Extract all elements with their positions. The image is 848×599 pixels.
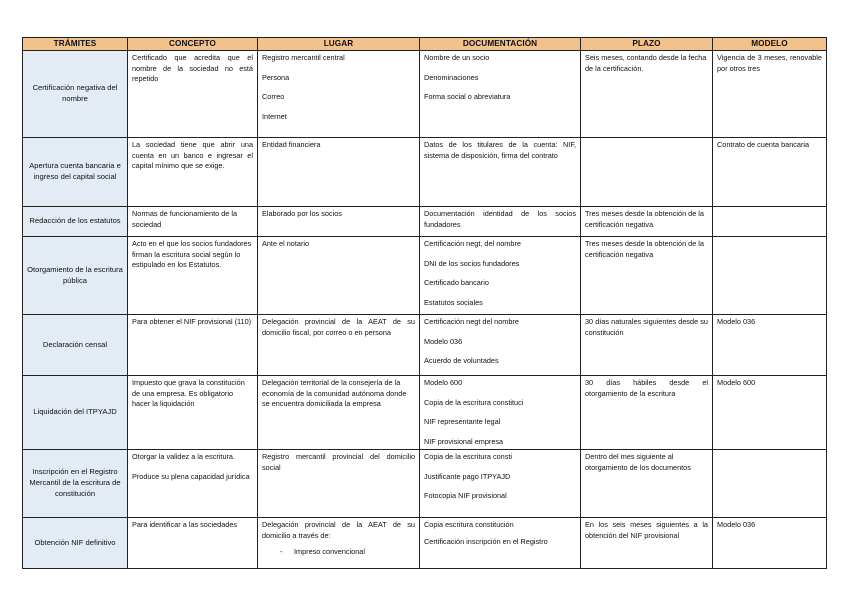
concepto-text: Para identificar a las sociedades bbox=[132, 520, 238, 529]
documentacion-cell bbox=[420, 450, 581, 518]
concepto-text: Otorgar la validez a la escritura. bbox=[132, 452, 236, 461]
lugar-item: Delegación territorial de la consejería de la economía de la comunidad autónoma donde se encuentra domiciliada la empresa bbox=[262, 378, 407, 408]
plazo-cell: En los seis meses siguientes a la obtención del NIF provisional bbox=[581, 518, 713, 569]
concepto-text: Impuesto que grava la constitución de una empresa. Es obligatorio hacer la liquidación bbox=[132, 378, 245, 408]
documentacion-item: Denominaciones bbox=[424, 72, 479, 82]
lugar-item: Persona bbox=[262, 72, 290, 82]
concepto-cell bbox=[128, 315, 258, 376]
documentacion-cell bbox=[420, 207, 581, 237]
table-row bbox=[23, 51, 827, 138]
documentacion-item: Modelo 600 bbox=[424, 378, 463, 387]
header-tramites: TRÁMITES bbox=[23, 38, 128, 51]
concepto-cell bbox=[128, 51, 258, 138]
lugar-cell bbox=[258, 51, 420, 138]
concepto-cell bbox=[128, 237, 258, 315]
table-row bbox=[23, 518, 827, 569]
tramite-cell: Otorgamiento de la escritura pública bbox=[23, 237, 128, 315]
documentacion-cell bbox=[420, 51, 581, 138]
lugar-cell bbox=[258, 450, 420, 518]
documentacion-cell bbox=[420, 518, 581, 569]
plazo-cell: Tres meses desde la obtención de la certificación negativa bbox=[581, 207, 713, 237]
tramite-cell: Declaración censal bbox=[23, 315, 128, 376]
table-row bbox=[23, 207, 827, 237]
header-plazo: PLAZO bbox=[581, 38, 713, 51]
documentacion-item: NIF representante legal bbox=[424, 417, 501, 426]
header-documentacion: DOCUMENTACIÓN bbox=[420, 38, 581, 51]
header-modelo: MODELO bbox=[713, 38, 827, 51]
lugar-cell bbox=[258, 376, 420, 450]
lugar-item: Ante el notario bbox=[262, 239, 310, 248]
documentacion-item: Copia escritura constitución bbox=[424, 520, 514, 529]
concepto-text: Para obtener el NIF provisional (110) bbox=[132, 317, 252, 326]
concepto-text: Produce su plena capacidad jurídica bbox=[132, 471, 250, 481]
lugar-item: Entidad financiera bbox=[262, 140, 321, 149]
documentacion-item: Certificación inscripción en el Registro bbox=[424, 536, 548, 546]
modelo-cell: Modelo 600 bbox=[713, 376, 827, 450]
table-row bbox=[23, 138, 827, 207]
concepto-text: Certificado que acredita que el nombre de la sociedad no está repetido bbox=[132, 53, 253, 83]
dash-bullet-icon: - bbox=[280, 547, 283, 556]
plazo-cell bbox=[581, 138, 713, 207]
lugar-bullet-item bbox=[262, 547, 415, 558]
documentacion-item: DNI de los socios fundadores bbox=[424, 258, 520, 268]
lugar-item: Correo bbox=[262, 92, 285, 101]
plazo-cell: Seis meses, contando desde la fecha de la certificación. bbox=[581, 51, 713, 138]
concepto-text: La sociedad tiene que abrir una cuenta en un banco e ingresar el capital mínimo que se exige. bbox=[132, 140, 253, 170]
lugar-bullet-text: Impreso convencional bbox=[294, 547, 365, 556]
header-row bbox=[23, 38, 827, 51]
lugar-cell bbox=[258, 237, 420, 315]
tramite-cell: Obtención NIF definitivo bbox=[23, 518, 128, 569]
procedures-table bbox=[22, 37, 827, 569]
modelo-cell bbox=[713, 207, 827, 237]
documentacion-item: Certificado bancario bbox=[424, 278, 489, 287]
documentacion-item: Forma social o abreviatura bbox=[424, 92, 511, 101]
modelo-cell: Contrato de cuenta bancaria bbox=[713, 138, 827, 207]
modelo-cell: Vigencia de 3 meses, renovable por otros tres bbox=[713, 51, 827, 138]
lugar-item: Delegación provincial de la AEAT de su domicilio a través de: bbox=[262, 520, 415, 540]
plazo-cell: Tres meses desde la obtención de la certificación negativa bbox=[581, 237, 713, 315]
tramite-cell: Liquidación del ITPYAJD bbox=[23, 376, 128, 450]
documentacion-item: Acuerdo de voluntades bbox=[424, 356, 499, 365]
documentacion-item: Certificación negt del nombre bbox=[424, 317, 519, 326]
plazo-cell: Dentro del mes siguiente al otorgamiento de los documentos bbox=[581, 450, 713, 518]
concepto-cell bbox=[128, 207, 258, 237]
modelo-cell bbox=[713, 450, 827, 518]
documentacion-item: NIF provisional empresa bbox=[424, 436, 504, 446]
lugar-item: Delegación provincial de la AEAT de su domicilio fiscal, por correo o en persona bbox=[262, 317, 415, 337]
tramite-cell: Inscripción en el Registro Mercantil de la escritura de constitución bbox=[23, 450, 128, 518]
documentacion-cell bbox=[420, 315, 581, 376]
documentacion-cell bbox=[420, 237, 581, 315]
tramite-cell: Redacción de los estatutos bbox=[23, 207, 128, 237]
header-concepto: CONCEPTO bbox=[128, 38, 258, 51]
documentacion-item: Datos de los titulares de la cuenta: NIF, sistema de disposición, firma del contrato bbox=[424, 140, 576, 160]
documentacion-item: Nombre de un socio bbox=[424, 53, 490, 62]
concepto-cell bbox=[128, 376, 258, 450]
documentacion-item: Estatutos sociales bbox=[424, 297, 483, 307]
modelo-cell bbox=[713, 237, 827, 315]
concepto-cell bbox=[128, 518, 258, 569]
table-row bbox=[23, 376, 827, 450]
lugar-cell bbox=[258, 315, 420, 376]
modelo-cell: Modelo 036 bbox=[713, 518, 827, 569]
documentacion-cell bbox=[420, 138, 581, 207]
concepto-text: Normas de funcionamiento de la sociedad bbox=[132, 209, 238, 229]
documentacion-item: Certificación negt, del nombre bbox=[424, 239, 521, 248]
lugar-item: Registro mercantil provincial del domicilio social bbox=[262, 452, 415, 472]
lugar-item: Internet bbox=[262, 111, 287, 121]
plazo-cell: 30 días naturales siguientes desde su constitución bbox=[581, 315, 713, 376]
table-row bbox=[23, 315, 827, 376]
modelo-cell: Modelo 036 bbox=[713, 315, 827, 376]
documentacion-item: Modelo 036 bbox=[424, 336, 463, 346]
documentacion-item: Fotocopia NIF provisional bbox=[424, 491, 507, 500]
documentacion-cell bbox=[420, 376, 581, 450]
tramite-cell: Certificación negativa del nombre bbox=[23, 51, 128, 138]
header-lugar: LUGAR bbox=[258, 38, 420, 51]
concepto-cell bbox=[128, 138, 258, 207]
documentacion-item: Copia de la escritura constituci bbox=[424, 397, 524, 407]
concepto-text: Acto en el que los socios fundadores firman la escritura social según lo estipulado en los Estatutos. bbox=[132, 239, 252, 269]
lugar-cell bbox=[258, 138, 420, 207]
concepto-cell bbox=[128, 450, 258, 518]
lugar-cell bbox=[258, 518, 420, 569]
lugar-cell bbox=[258, 207, 420, 237]
table-row bbox=[23, 450, 827, 518]
table-row bbox=[23, 237, 827, 315]
lugar-item: Elaborado por los socios bbox=[262, 209, 342, 218]
tramite-cell: Apertura cuenta bancaria e ingreso del capital social bbox=[23, 138, 128, 207]
documentacion-item: Justificante pago ITPYAJD bbox=[424, 471, 511, 481]
documentacion-item: Copia de la escritura consti bbox=[424, 452, 513, 461]
documentacion-item: Documentación identidad de los socios fundadores bbox=[424, 209, 576, 229]
lugar-item: Registro mercantil central bbox=[262, 53, 345, 62]
plazo-cell: 30 días hábiles desde el otorgamiento de la escritura bbox=[581, 376, 713, 450]
